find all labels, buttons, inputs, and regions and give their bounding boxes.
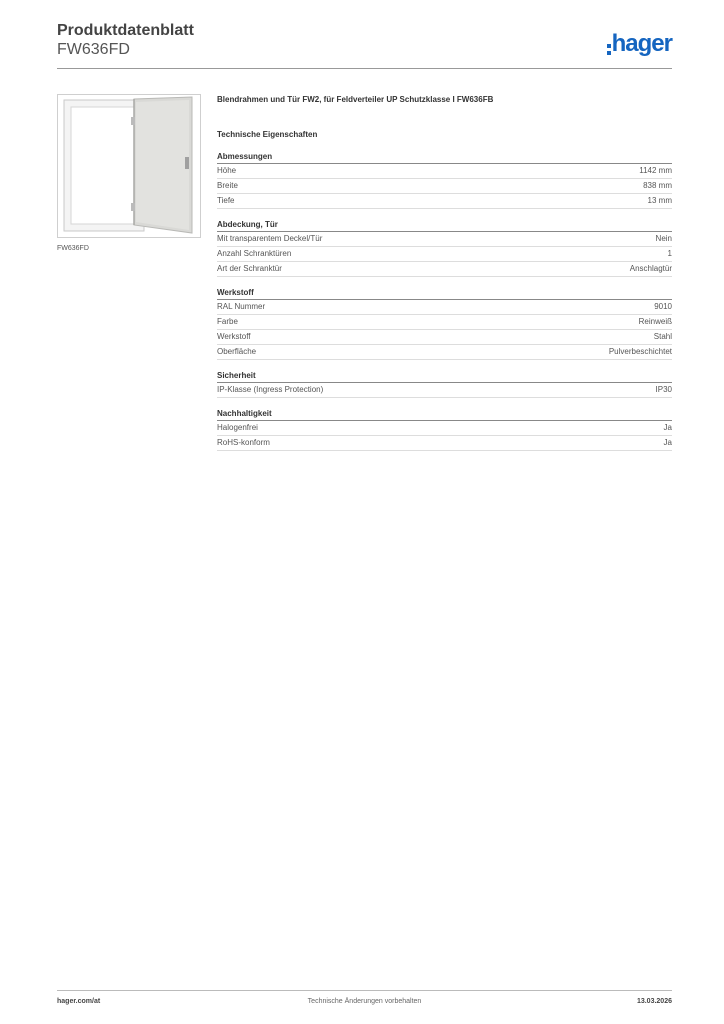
spec-label: Farbe xyxy=(217,317,238,326)
spec-label: IP-Klasse (Ingress Protection) xyxy=(217,385,324,394)
spec-row xyxy=(217,330,672,345)
product-image xyxy=(57,94,201,238)
spec-value: 1 xyxy=(667,249,672,258)
door-frame-icon xyxy=(58,95,200,237)
spec-label: RAL Nummer xyxy=(217,302,266,311)
spec-row xyxy=(217,179,672,194)
section-abdeckung xyxy=(217,219,672,277)
product-description: Blendrahmen und Tür FW2, für Feldverteiler UP Schutzklasse I FW636FB xyxy=(217,95,494,104)
spec-value: Stahl xyxy=(653,332,672,341)
section-nachhaltigkeit xyxy=(217,408,672,451)
spec-row xyxy=(217,262,672,277)
spec-row xyxy=(217,194,672,209)
spec-value: Ja xyxy=(663,438,672,447)
spec-label: Anzahl Schranktüren xyxy=(217,249,292,258)
tech-heading: Technische Eigenschaften xyxy=(217,130,318,139)
section-title: Nachhaltigkeit xyxy=(217,408,672,421)
spec-row xyxy=(217,421,672,436)
page-title: Produktdatenblatt xyxy=(57,22,194,39)
footer-divider xyxy=(57,990,672,991)
section-title: Sicherheit xyxy=(217,370,672,383)
spec-label: Werkstoff xyxy=(217,332,251,341)
spec-label: Oberfläche xyxy=(217,347,257,356)
spec-label: Halogenfrei xyxy=(217,423,258,432)
spec-row xyxy=(217,345,672,360)
logo-text: hager xyxy=(611,30,672,57)
spec-row xyxy=(217,436,672,451)
section-sicherheit xyxy=(217,370,672,398)
spec-value: 13 mm xyxy=(647,196,672,205)
spec-label: RoHS-konform xyxy=(217,438,270,447)
spec-label: Höhe xyxy=(217,166,237,175)
spec-value: Nein xyxy=(655,234,672,243)
section-title: Abmessungen xyxy=(217,151,672,164)
spec-value: Pulverbeschichtet xyxy=(608,347,672,356)
spec-content xyxy=(217,94,672,451)
spec-label: Tiefe xyxy=(217,196,235,205)
section-title: Abdeckung, Tür xyxy=(217,219,672,232)
footer-notice: Technische Änderungen vorbehalten xyxy=(307,998,422,1005)
section-abmessungen xyxy=(217,151,672,209)
header-divider xyxy=(57,68,672,69)
section-werkstoff xyxy=(217,287,672,360)
product-code: FW636FD xyxy=(57,41,130,58)
section-title: Werkstoff xyxy=(217,287,672,300)
spec-label: Breite xyxy=(217,181,238,190)
spec-value: Anschlagtür xyxy=(629,264,672,273)
spec-value: IP30 xyxy=(655,385,672,394)
spec-value: 1142 mm xyxy=(639,166,672,175)
spec-row xyxy=(217,315,672,330)
spec-value: Ja xyxy=(663,423,672,432)
spec-row xyxy=(217,232,672,247)
spec-row xyxy=(217,247,672,262)
spec-row xyxy=(217,383,672,398)
spec-value: 9010 xyxy=(654,302,672,311)
footer-date: 13.03.2026 xyxy=(636,998,672,1005)
hager-logo xyxy=(607,30,672,58)
page-header xyxy=(57,20,672,68)
spec-row xyxy=(217,164,672,179)
logo-colon-icon xyxy=(607,44,611,48)
spec-row xyxy=(217,300,672,315)
spec-label: Art der Schranktür xyxy=(217,264,282,273)
footer-website-link[interactable]: hager.com/at xyxy=(57,998,101,1005)
image-caption: FW636FD xyxy=(57,245,89,252)
spec-value: Reinweiß xyxy=(638,317,672,326)
spec-value: 838 mm xyxy=(643,181,672,190)
spec-label: Mit transparentem Deckel/Tür xyxy=(217,234,323,243)
